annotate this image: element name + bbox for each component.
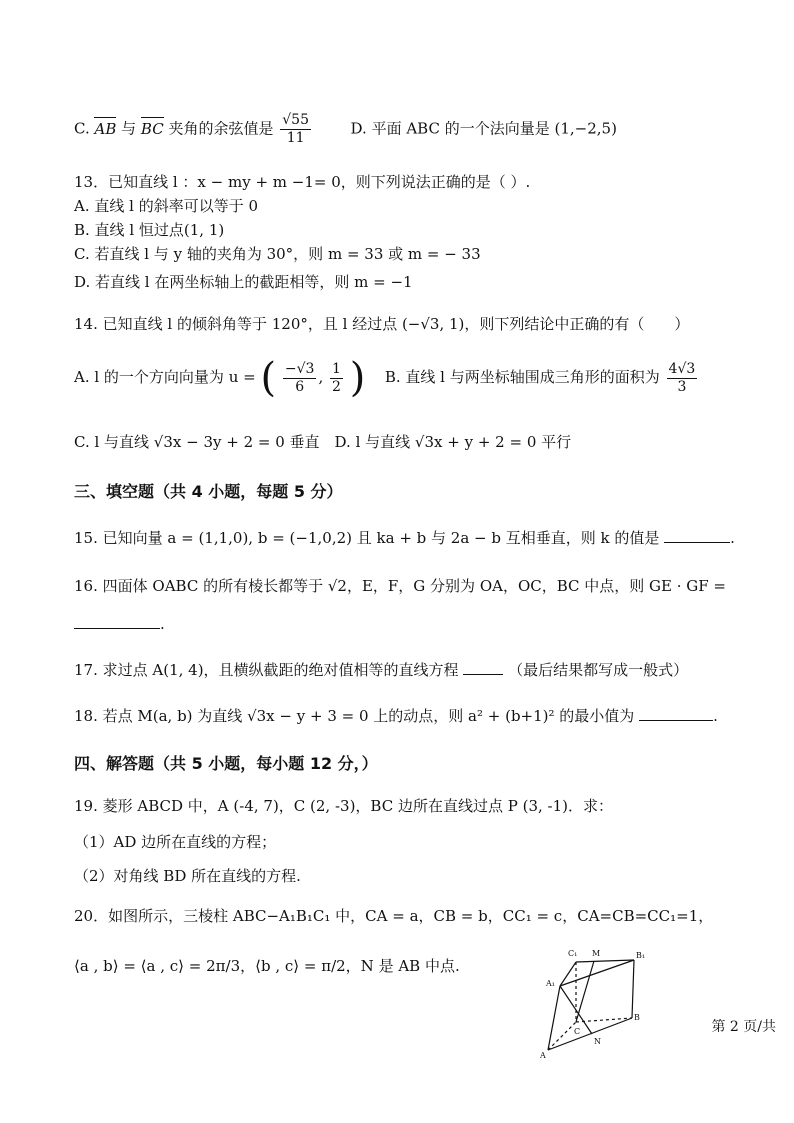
fraction-numerator: −√3 <box>284 360 315 377</box>
q16-end: . <box>160 615 165 633</box>
label-c1: C₁ <box>568 949 578 958</box>
fraction-denominator: 6 <box>295 378 305 395</box>
q15-end: . <box>730 529 735 547</box>
q16-text: 16. 四面体 OABC 的所有棱长都等于 √2，E，F，G 分别为 OA，OC，BC 中点，则 GE · GF = <box>74 577 726 595</box>
q14-direction-y <box>330 361 343 396</box>
label-b1: B₁ <box>636 951 646 960</box>
q14-stem: 14. 已知直线 l 的倾斜角等于 120°，且 l 经过点 (−√3, 1)，则下列结论中正确的有（ ） <box>74 315 690 333</box>
q18-text: 18. 若点 M(a, b) 为直线 √3x − y + 3 = 0 上的动点，则 a² + (b+1)² 的最小值为 <box>74 707 635 725</box>
page-number: 第 2 页/共 <box>711 1019 776 1035</box>
q13-option-c: C. 若直线 l 与 y 轴的夹角为 30°，则 m = 33 或 m = − 33 <box>74 245 481 263</box>
q19-part-2: （2）对角线 BD 所在直线的方程. <box>74 867 301 885</box>
q12-option-d: D. 平面 ABC 的一个法向量是 (1,−2,5) <box>350 119 617 138</box>
q16-answer-blank[interactable] <box>74 614 160 629</box>
left-paren: ( <box>260 355 277 401</box>
q14-options-a-b: A. l 的一个方向向量为 u = ( $\frac{-√3}{6}$ , $\frac{1}{2}$ ) B. 直线 l 与两坐标轴围成三角形的面积为 $\frac{4√3}{3}$ <box>74 355 696 401</box>
q13-option-a: A. 直线 l 的斜率可以等于 0 <box>74 197 259 215</box>
q14-direction-x <box>283 361 317 396</box>
edge-a1-c1 <box>560 962 576 986</box>
section-4-heading: 四、解答题（共 5 小题，每小题 12 分，） <box>74 754 378 773</box>
edge-b1-b <box>632 960 634 1018</box>
q18 <box>74 706 718 726</box>
section-3-heading: 三、填空题（共 4 小题，每题 5 分） <box>74 482 343 501</box>
q16-answer <box>74 614 165 634</box>
q14-option-b-text: B. 直线 l 与两坐标轴围成三角形的面积为 <box>384 368 660 386</box>
q14-options-c-d: C. l 与直线 √3x − 3y + 2 = 0 垂直 D. l 与直线 √3x + y + 2 = 0 平行 <box>74 433 572 451</box>
label-b: B <box>634 1013 640 1022</box>
right-paren: ) <box>349 355 366 401</box>
q20-line-1: 20．如图所示，三棱柱 ABC−A₁B₁C₁ 中，CA = a，CB = b，CC₁ = c，CA=CB=CC₁=1， <box>74 907 714 925</box>
q14-option-a-text: A. l 的一个方向向量为 u = <box>74 368 256 386</box>
edge-c1-b1 <box>576 960 634 962</box>
prism-figure <box>536 944 666 1064</box>
q12-option-c-prefix: C. <box>74 119 95 138</box>
q13-stem: 13．已知直线 l ：x − my + m −1= 0，则下列说法正确的是（ ）. <box>74 173 531 191</box>
q17-note: （最后结果都写成一般式） <box>508 661 689 679</box>
q17-text: 17. 求过点 A(1, 4)，且横纵截距的绝对值相等的直线方程 <box>74 661 459 679</box>
label-a1: A₁ <box>546 979 555 988</box>
edge-a1-b1 <box>560 960 634 986</box>
q12-cosine-fraction <box>280 112 311 147</box>
fraction-denominator: 3 <box>677 378 687 395</box>
q13-option-d: D. 若直线 l 在两坐标轴上的截距相等，则 m = −1 <box>74 273 413 291</box>
edge-a-b <box>548 1018 632 1050</box>
q20-line-2: ⟨a , b⟩ = ⟨a , c⟩ = 2π/3，⟨b , c⟩ = π/2，N 是 AB 中点. <box>74 957 460 975</box>
vector-bc: BC <box>140 119 164 138</box>
label-a: A <box>540 1051 546 1060</box>
segment-m-c <box>576 961 594 1022</box>
q17-answer-blank[interactable] <box>463 660 503 675</box>
fraction-denominator: 2 <box>331 378 341 395</box>
label-m: M <box>592 949 601 958</box>
fraction-denominator: 11 <box>286 130 305 146</box>
q19-stem: 19. 菱形 ABCD 中，A (-4, 7)，C (2, -3)，BC 边所在直线过点 P (3, -1)．求： <box>74 797 614 815</box>
q14-area-fraction <box>667 361 698 396</box>
q15 <box>74 528 735 548</box>
q13-option-b: B. 直线 l 恒过点(1, 1) <box>74 221 225 239</box>
q18-answer-blank[interactable] <box>639 706 713 721</box>
fraction-numerator: 4√3 <box>668 360 696 377</box>
q12-option-c-text: 夹角的余弦值是 <box>163 119 274 138</box>
q15-text: 15. 已知向量 a = (1,1,0), b = (−1,0,2) 且 ka + b 与 2a − b 互相垂直，则 k 的值是 <box>74 529 660 547</box>
q12-option-c-d <box>74 112 617 147</box>
q15-answer-blank[interactable] <box>664 528 730 543</box>
vector-ab: AB <box>94 119 117 138</box>
fraction-numerator: 1 <box>331 360 341 377</box>
label-n: N <box>594 1037 601 1046</box>
q18-end: . <box>713 707 718 725</box>
label-c: C <box>574 1027 581 1036</box>
q12-option-c-connector: 与 <box>116 119 141 138</box>
q19-part-1: （1）AD 边所在直线的方程； <box>74 833 277 851</box>
q17 <box>74 660 688 680</box>
fraction-numerator: √55 <box>282 112 309 128</box>
